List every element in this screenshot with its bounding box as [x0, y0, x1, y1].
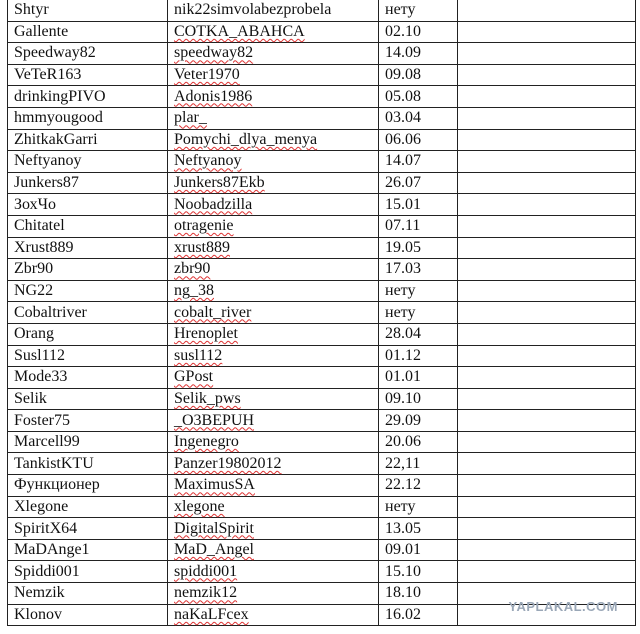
- login-cell: [168, 410, 379, 432]
- empty-cell: [458, 43, 636, 65]
- nickname-cell: [8, 496, 168, 518]
- date-text: 05.08: [385, 87, 421, 105]
- watermark-logo: YAPLAKAL.COM: [508, 599, 618, 614]
- nickname-cell: [8, 43, 168, 65]
- login-cell: [168, 64, 379, 86]
- login-cell: [168, 107, 379, 129]
- table-row: [8, 151, 636, 173]
- login-text: Adonis1986: [174, 87, 253, 105]
- nickname-cell: [8, 107, 168, 129]
- login-cell: [168, 453, 379, 475]
- date-text: 18.10: [385, 584, 421, 602]
- nickname-cell: [8, 64, 168, 86]
- nickname-cell: [8, 388, 168, 410]
- empty-cell: [458, 475, 636, 497]
- date-text: 29.09: [385, 411, 421, 429]
- table-row: [8, 475, 636, 497]
- empty-cell: [458, 172, 636, 194]
- login-text: Junkers87Ekb: [174, 174, 265, 192]
- nickname-text: SpiritX64: [14, 519, 78, 537]
- date-cell: [379, 388, 458, 410]
- nickname-cell: [8, 172, 168, 194]
- empty-cell: [458, 518, 636, 540]
- date-cell: [379, 259, 458, 281]
- date-text: 09.10: [385, 389, 421, 407]
- login-cell: [168, 323, 379, 345]
- date-text: 07.11: [385, 217, 421, 235]
- date-cell: [379, 410, 458, 432]
- login-text: Hrenoplet: [174, 325, 238, 343]
- login-text: Noobadzilla: [174, 195, 253, 213]
- nickname-cell: [8, 280, 168, 302]
- empty-cell: [458, 86, 636, 108]
- login-cell: [168, 496, 379, 518]
- date-text: 20.06: [385, 433, 421, 451]
- login-cell: [168, 172, 379, 194]
- date-cell: [379, 194, 458, 216]
- login-cell: [168, 151, 379, 173]
- date-cell: [379, 475, 458, 497]
- login-text: xrust889: [174, 238, 230, 256]
- nickname-cell: [8, 237, 168, 259]
- date-cell: [379, 604, 458, 626]
- login-text: Veter1970: [174, 66, 240, 84]
- table-row: [8, 64, 636, 86]
- login-cell: [168, 194, 379, 216]
- login-cell: [168, 0, 379, 21]
- date-text: 03.04: [385, 109, 421, 127]
- nickname-cell: [8, 151, 168, 173]
- nickname-text: Mode33: [14, 368, 68, 386]
- nickname-text: VeTeR163: [14, 66, 82, 84]
- date-cell: [379, 345, 458, 367]
- table-row: [8, 561, 636, 583]
- nickname-cell: [8, 431, 168, 453]
- login-text: zbr90: [174, 260, 211, 278]
- login-text: COTKA_ABAHCA: [174, 22, 305, 40]
- date-text: 02.10: [385, 22, 421, 40]
- login-cell: [168, 561, 379, 583]
- login-cell: [168, 431, 379, 453]
- login-text: DigitalSpirit: [174, 519, 254, 537]
- date-text: 15.10: [385, 562, 421, 580]
- table-row: [8, 237, 636, 259]
- table-row: [8, 323, 636, 345]
- date-text: 01.12: [385, 346, 421, 364]
- table-row: [8, 129, 636, 151]
- login-text: otragenie: [174, 217, 234, 235]
- table-row: [8, 0, 636, 21]
- date-cell: [379, 43, 458, 65]
- login-cell: [168, 280, 379, 302]
- date-cell: [379, 323, 458, 345]
- date-cell: [379, 280, 458, 302]
- login-text: xlegone: [174, 497, 225, 515]
- date-cell: [379, 518, 458, 540]
- nickname-text: Zbr90: [14, 260, 54, 278]
- nickname-text: Spiddi001: [14, 562, 80, 580]
- empty-cell: [458, 151, 636, 173]
- empty-cell: [458, 64, 636, 86]
- table-row: [8, 496, 636, 518]
- login-cell: [168, 518, 379, 540]
- empty-cell: [458, 539, 636, 561]
- login-text: Panzer19802012: [174, 454, 282, 472]
- login-cell: [168, 237, 379, 259]
- nickname-cell: [8, 0, 168, 21]
- login-cell: [168, 259, 379, 281]
- empty-cell: [458, 0, 636, 21]
- date-cell: [379, 64, 458, 86]
- login-cell: [168, 215, 379, 237]
- date-text: 15.01: [385, 195, 421, 213]
- nickname-cell: [8, 302, 168, 324]
- nickname-text: Gallente: [14, 22, 69, 40]
- nickname-cell: [8, 539, 168, 561]
- nickname-text: hmmyougood: [14, 109, 103, 127]
- date-text: нету: [385, 1, 416, 19]
- date-cell: [379, 215, 458, 237]
- login-cell: [168, 345, 379, 367]
- nickname-text: Neftyanoy: [14, 152, 82, 170]
- login-cell: [168, 367, 379, 389]
- date-text: 13.05: [385, 519, 421, 537]
- login-text: nik22simvolabezprobela: [174, 1, 332, 19]
- empty-cell: [458, 367, 636, 389]
- table-row: [8, 215, 636, 237]
- nickname-cell: [8, 323, 168, 345]
- date-cell: [379, 539, 458, 561]
- table-row: [8, 367, 636, 389]
- nickname-text: Selik: [14, 389, 47, 407]
- login-text: spiddi001: [174, 562, 238, 580]
- date-text: 17.03: [385, 260, 421, 278]
- login-text: Ingenegro: [174, 433, 239, 451]
- date-cell: [379, 583, 458, 605]
- table-row: [8, 431, 636, 453]
- date-cell: [379, 151, 458, 173]
- login-text: susl112: [174, 346, 223, 364]
- nickname-text: ЗохЧо: [14, 195, 57, 213]
- login-text: ng_38: [174, 282, 214, 300]
- nickname-text: Xlegone: [14, 497, 69, 515]
- table-row: [8, 518, 636, 540]
- table-body: [8, 0, 636, 626]
- empty-cell: [458, 453, 636, 475]
- table-row: [8, 107, 636, 129]
- date-cell: [379, 21, 458, 43]
- nickname-text: Klonov: [14, 605, 62, 623]
- login-text: _O3BEPUH: [174, 411, 255, 429]
- date-cell: [379, 453, 458, 475]
- empty-cell: [458, 194, 636, 216]
- login-cell: [168, 539, 379, 561]
- table-row: [8, 194, 636, 216]
- date-cell: [379, 496, 458, 518]
- nickname-cell: [8, 367, 168, 389]
- date-cell: [379, 0, 458, 21]
- login-cell: [168, 302, 379, 324]
- empty-cell: [458, 21, 636, 43]
- empty-cell: [458, 280, 636, 302]
- date-cell: [379, 431, 458, 453]
- date-cell: [379, 172, 458, 194]
- date-cell: [379, 129, 458, 151]
- nickname-text: Nemzik: [14, 584, 65, 602]
- nickname-text: Speedway82: [14, 44, 96, 62]
- date-text: 22.12: [385, 476, 421, 494]
- empty-cell: [458, 410, 636, 432]
- login-cell: [168, 21, 379, 43]
- empty-cell: [458, 302, 636, 324]
- date-text: нету: [385, 497, 416, 515]
- nickname-text: Shtyr: [14, 1, 49, 19]
- nickname-cell: [8, 129, 168, 151]
- login-text: plar_: [174, 109, 207, 127]
- login-text: Selik_pws: [174, 389, 241, 407]
- nickname-text: NG22: [14, 282, 54, 300]
- login-cell: [168, 43, 379, 65]
- table-row: [8, 43, 636, 65]
- nickname-cell: [8, 604, 168, 626]
- empty-cell: [458, 215, 636, 237]
- table-row: [8, 259, 636, 281]
- login-cell: [168, 604, 379, 626]
- table-row: [8, 302, 636, 324]
- nickname-text: drinkingPIVO: [14, 87, 106, 105]
- nickname-cell: [8, 194, 168, 216]
- empty-cell: [458, 561, 636, 583]
- nickname-text: Xrust889: [14, 238, 74, 256]
- table-row: [8, 539, 636, 561]
- login-text: speedway82: [174, 44, 254, 62]
- nickname-cell: [8, 475, 168, 497]
- date-text: 14.07: [385, 152, 421, 170]
- empty-cell: [458, 237, 636, 259]
- nickname-text: Junkers87: [14, 174, 79, 192]
- login-text: MaximusSA: [174, 476, 255, 494]
- date-text: 06.06: [385, 130, 421, 148]
- login-cell: [168, 388, 379, 410]
- date-text: 28.04: [385, 325, 421, 343]
- date-cell: [379, 86, 458, 108]
- nickname-cell: [8, 345, 168, 367]
- nickname-text: Susl112: [14, 346, 65, 364]
- nickname-text: Cobaltriver: [14, 303, 87, 321]
- nickname-text: Orang: [14, 325, 54, 343]
- nickname-cell: [8, 215, 168, 237]
- date-cell: [379, 107, 458, 129]
- nickname-cell: [8, 518, 168, 540]
- table-row: [8, 86, 636, 108]
- date-text: 01.01: [385, 368, 421, 386]
- nickname-cell: [8, 410, 168, 432]
- table-row: [8, 345, 636, 367]
- date-text: нету: [385, 282, 416, 300]
- nickname-table: [7, 0, 636, 626]
- nickname-cell: [8, 259, 168, 281]
- empty-cell: [458, 129, 636, 151]
- login-text: naKaLFcex: [174, 605, 249, 623]
- empty-cell: [458, 345, 636, 367]
- nickname-text: Chitatel: [14, 217, 65, 235]
- nickname-cell: [8, 21, 168, 43]
- nickname-text: Foster75: [14, 411, 70, 429]
- empty-cell: [458, 259, 636, 281]
- date-cell: [379, 561, 458, 583]
- date-text: 14.09: [385, 44, 421, 62]
- nickname-text: TankistKTU: [14, 454, 94, 472]
- table-row: [8, 453, 636, 475]
- empty-cell: [458, 496, 636, 518]
- date-cell: [379, 302, 458, 324]
- date-text: 26.07: [385, 174, 421, 192]
- table-row: [8, 280, 636, 302]
- date-cell: [379, 237, 458, 259]
- login-text: nemzik12: [174, 584, 238, 602]
- date-text: 19.05: [385, 238, 421, 256]
- date-text: 16.02: [385, 605, 421, 623]
- login-cell: [168, 475, 379, 497]
- login-text: cobalt_river: [174, 303, 252, 321]
- nickname-text: MaDAnge1: [14, 541, 90, 559]
- table-row: [8, 21, 636, 43]
- nickname-cell: [8, 453, 168, 475]
- nickname-text: ZhitkakGarri: [14, 130, 98, 148]
- date-cell: [379, 367, 458, 389]
- nickname-text: Функционер: [14, 476, 100, 494]
- login-text: GPost: [174, 368, 214, 386]
- empty-cell: [458, 431, 636, 453]
- date-text: 09.01: [385, 541, 421, 559]
- empty-cell: [458, 388, 636, 410]
- date-text: нету: [385, 303, 416, 321]
- table-row: [8, 172, 636, 194]
- nickname-cell: [8, 86, 168, 108]
- nickname-text: Marcell99: [14, 433, 80, 451]
- table-row: [8, 410, 636, 432]
- login-cell: [168, 583, 379, 605]
- login-text: Neftyanoy: [174, 152, 242, 170]
- date-text: 22,11: [385, 454, 421, 472]
- login-text: Pomychi_dlya_menya: [174, 130, 318, 148]
- nickname-cell: [8, 583, 168, 605]
- date-text: 09.08: [385, 66, 421, 84]
- login-cell: [168, 86, 379, 108]
- login-cell: [168, 129, 379, 151]
- table-row: [8, 388, 636, 410]
- empty-cell: [458, 107, 636, 129]
- empty-cell: [458, 323, 636, 345]
- login-text: MaD_Angel: [174, 541, 254, 559]
- nickname-cell: [8, 561, 168, 583]
